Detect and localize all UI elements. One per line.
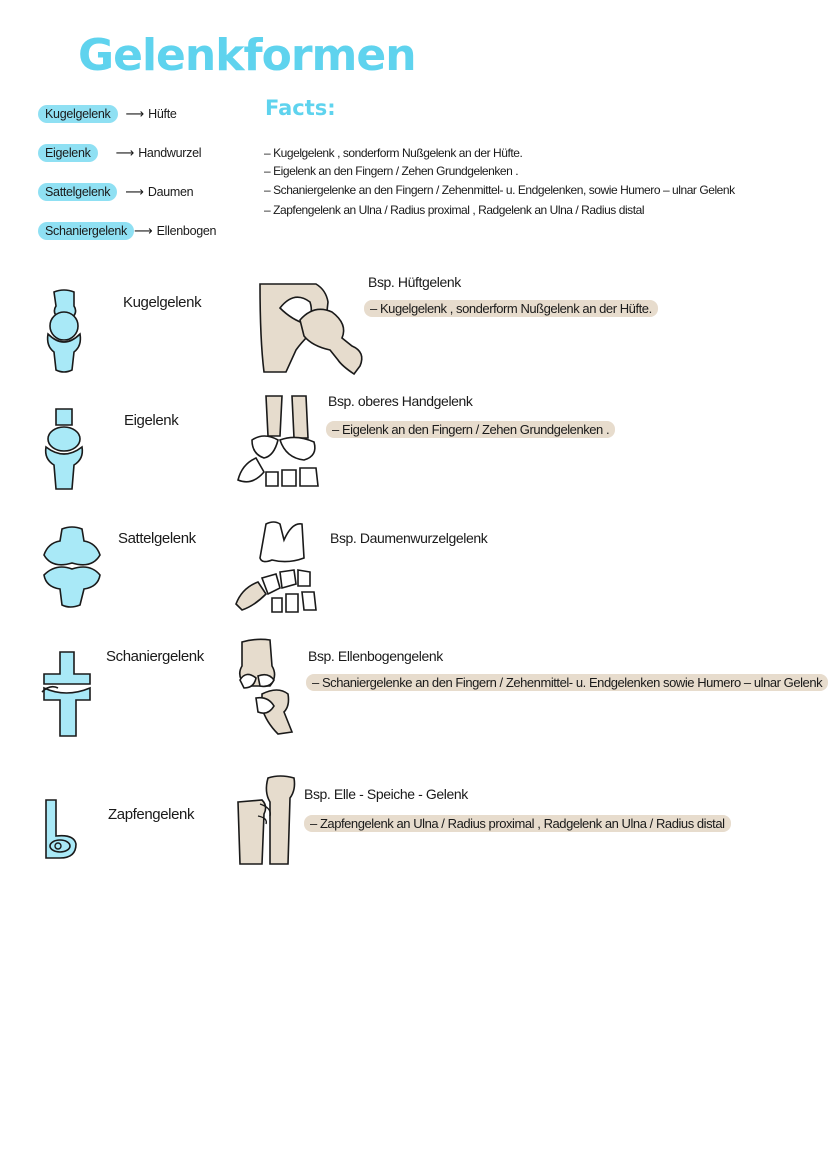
example-label: Bsp. oberes Handgelenk	[328, 393, 473, 409]
joint-label: Schaniergelenk	[106, 648, 204, 665]
legend-joint-label: Kugelgelenk	[38, 105, 118, 123]
elbow-illustration	[232, 636, 316, 738]
condyloid-joint-icon	[42, 405, 86, 493]
fact-line: – Kugelgelenk , sonderform Nußgelenk an der Hüfte.	[264, 146, 523, 160]
arrow-icon: ⟶	[115, 145, 135, 161]
arrow-icon: ⟶	[133, 223, 153, 239]
note-highlight: – Zapfengelenk an Ulna / Radius proximal , Radgelenk an Ulna / Radius distal	[304, 815, 731, 832]
fact-line: – Eigelenk an den Fingern / Zehen Grundgelenken .	[264, 164, 519, 178]
legend-target-label: Daumen	[147, 185, 194, 199]
radioulnar-illustration	[234, 772, 300, 866]
legend-target-label: Ellenbogen	[156, 224, 217, 238]
arrow-icon: ⟶	[125, 106, 145, 122]
hip-joint-illustration	[256, 280, 368, 376]
example-label: Bsp. Hüftgelenk	[368, 274, 461, 290]
joint-label: Zapfengelenk	[108, 806, 195, 823]
legend-joint-label: Schaniergelenk	[38, 222, 134, 240]
legend-item-sattelgelenk	[38, 181, 193, 203]
fact-line: – Schaniergelenke an den Fingern / Zehenmittel- u. Endgelenken, sowie Humero – ulnar Gelenk	[264, 183, 735, 197]
page-title: Gelenkformen	[78, 30, 416, 81]
legend-joint-label: Sattelgelenk	[38, 183, 117, 201]
pivot-joint-icon	[40, 796, 80, 862]
arrow-icon: ⟶	[125, 184, 144, 200]
note-text	[364, 301, 658, 316]
note-text	[326, 422, 615, 437]
thumb-base-illustration	[232, 518, 324, 616]
note-highlight: – Eigelenk an den Fingern / Zehen Grundgelenken .	[326, 421, 615, 438]
wrist-illustration	[234, 392, 324, 490]
legend-item-kugelgelenk	[38, 103, 177, 125]
example-label: Bsp. Elle - Speiche - Gelenk	[304, 786, 468, 802]
legend-joint-label: Eigelenk	[38, 144, 98, 162]
note-text	[306, 675, 828, 690]
facts-heading: Facts:	[265, 96, 336, 120]
joint-label: Kugelgelenk	[123, 294, 202, 311]
example-label: Bsp. Daumenwurzelgelenk	[330, 530, 488, 546]
legend-target-label: Handwurzel	[138, 146, 202, 160]
note-highlight: – Schaniergelenke an den Fingern / Zehenmittel- u. Endgelenken sowie Humero – ulnar Gelenk	[306, 674, 828, 691]
legend-target-label: Hüfte	[148, 107, 177, 121]
joint-label: Eigelenk	[124, 412, 179, 429]
fact-line: – Zapfengelenk an Ulna / Radius proximal , Radgelenk an Ulna / Radius distal	[264, 203, 645, 217]
legend-item-eigelenk	[38, 142, 201, 164]
example-label: Bsp. Ellenbogengelenk	[308, 648, 443, 664]
saddle-joint-icon	[40, 525, 104, 611]
legend-item-schaniergelenk	[38, 220, 216, 242]
note-highlight: – Kugelgelenk , sonderform Nußgelenk an der Hüfte.	[364, 300, 658, 317]
note-text	[304, 816, 731, 831]
joint-label: Sattelgelenk	[118, 530, 196, 547]
hinge-joint-icon	[40, 648, 96, 740]
ball-joint-icon	[40, 288, 90, 376]
